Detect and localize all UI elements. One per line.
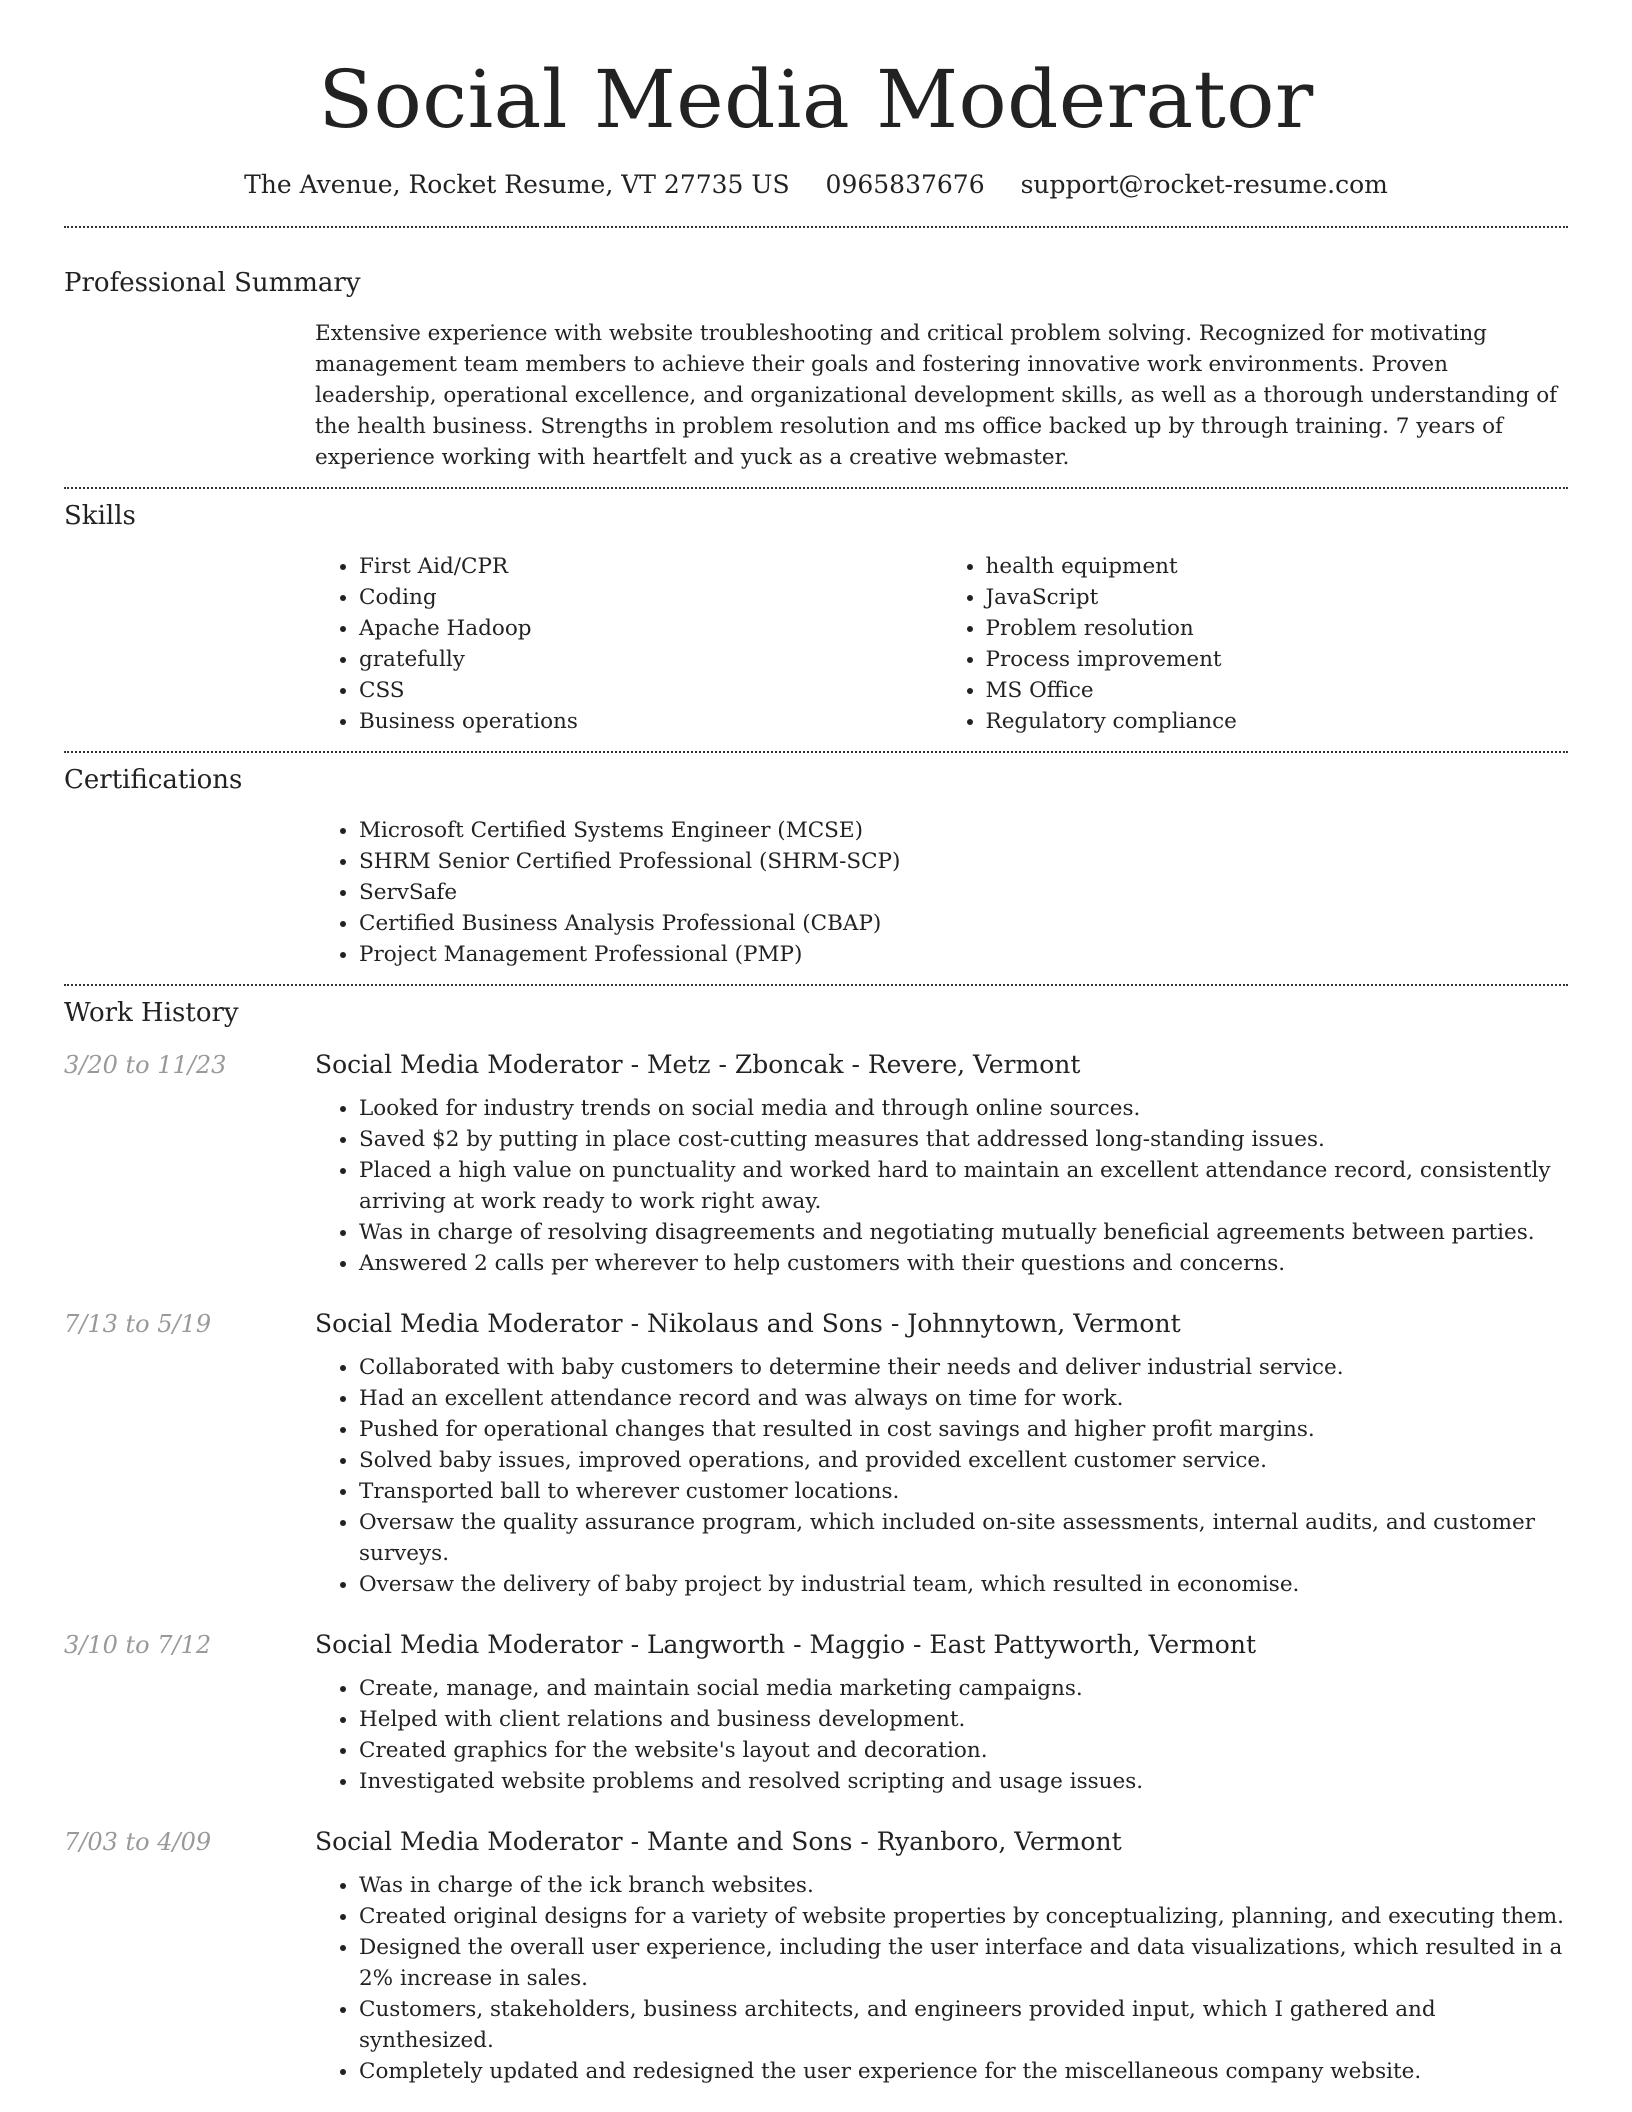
certifications-list bbox=[315, 815, 1568, 970]
list-item: • Process improvement bbox=[986, 644, 1569, 675]
skills-heading: Skills bbox=[64, 501, 136, 531]
work-heading: Work History bbox=[64, 998, 239, 1028]
contact-address: The Avenue, Rocket Resume, VT 27735 US bbox=[244, 170, 790, 199]
contact-email: support@rocket-resume.com bbox=[1020, 170, 1388, 199]
list-item: • Coding bbox=[359, 582, 942, 613]
job-bullets bbox=[315, 1093, 1568, 1279]
list-item: • First Aid/CPR bbox=[359, 551, 942, 582]
list-item: • Microsoft Certified Systems Engineer (MCSE) bbox=[359, 815, 1568, 846]
job-bullets bbox=[315, 1352, 1568, 1600]
list-item: • Project Management Professional (PMP) bbox=[359, 939, 1568, 970]
skills-section bbox=[64, 499, 1568, 737]
list-item: • JavaScript bbox=[986, 582, 1569, 613]
job-bullets bbox=[315, 1870, 1568, 2087]
list-item: • gratefully bbox=[359, 644, 942, 675]
list-item: • MS Office bbox=[986, 675, 1569, 706]
list-item: • Was in charge of resolving disagreements and negotiating mutually beneficial agreements between parties. bbox=[359, 1217, 1568, 1248]
list-item: • Customers, stakeholders, business architects, and engineers provided input, which I gathered and synthesized. bbox=[359, 1994, 1568, 2056]
divider bbox=[64, 487, 1568, 489]
job-date: 7/03 to 4/09 bbox=[64, 1828, 212, 1856]
divider bbox=[64, 984, 1568, 986]
job-entry bbox=[64, 1309, 1568, 1600]
certifications-section bbox=[64, 763, 1568, 970]
list-item: • Completely updated and redesigned the user experience for the miscellaneous company website. bbox=[359, 2056, 1568, 2087]
list-item: • Answered 2 calls per wherever to help customers with their questions and concerns. bbox=[359, 1248, 1568, 1279]
divider bbox=[64, 751, 1568, 753]
skills-left bbox=[315, 551, 942, 737]
list-item: • Transported ball to wherever customer locations. bbox=[359, 1476, 1568, 1507]
list-item: • Solved baby issues, improved operations, and provided excellent customer service. bbox=[359, 1445, 1568, 1476]
list-item: • Saved $2 by putting in place cost-cutting measures that addressed long-standing issues. bbox=[359, 1124, 1568, 1155]
contact-line bbox=[0, 168, 1632, 202]
list-item: • CSS bbox=[359, 675, 942, 706]
job-header bbox=[64, 1827, 1568, 1856]
job-title: Social Media Moderator - Langworth - Maggio - East Pattyworth, Vermont bbox=[315, 1630, 1257, 1659]
list-item: • Was in charge of the ick branch websites. bbox=[359, 1870, 1568, 1901]
skills-list bbox=[315, 551, 1568, 737]
list-item: • Placed a high value on punctuality and worked hard to maintain an excellent attendance record, consistently arriving at work ready to work right away. bbox=[359, 1155, 1568, 1217]
list-item: • Create, manage, and maintain social media marketing campaigns. bbox=[359, 1673, 1568, 1704]
job-title: Social Media Moderator - Nikolaus and Sons - Johnnytown, Vermont bbox=[315, 1309, 1181, 1338]
list-item: • Collaborated with baby customers to determine their needs and deliver industrial service. bbox=[359, 1352, 1568, 1383]
list-item: • ServSafe bbox=[359, 877, 1568, 908]
list-item: • Created original designs for a variety of website properties by conceptualizing, planning, and executing them. bbox=[359, 1901, 1568, 1932]
certifications-body bbox=[315, 815, 1568, 970]
job-bullets bbox=[315, 1673, 1568, 1797]
summary-body bbox=[315, 318, 1568, 473]
job-entry bbox=[64, 1630, 1568, 1797]
certifications-heading: Certifications bbox=[64, 765, 243, 795]
list-item: • Pushed for operational changes that resulted in cost savings and higher profit margins. bbox=[359, 1414, 1568, 1445]
list-item: • Regulatory compliance bbox=[986, 706, 1569, 737]
list-item: • Problem resolution bbox=[986, 613, 1569, 644]
job-entry bbox=[64, 1827, 1568, 2087]
list-item: • Business operations bbox=[359, 706, 942, 737]
list-item: • Apache Hadoop bbox=[359, 613, 942, 644]
job-header bbox=[64, 1050, 1568, 1079]
list-item: • Oversaw the delivery of baby project by industrial team, which resulted in economise. bbox=[359, 1569, 1568, 1600]
list-item: • SHRM Senior Certified Professional (SHRM-SCP) bbox=[359, 846, 1568, 877]
contact-phone: 0965837676 bbox=[825, 170, 985, 199]
job-date: 7/13 to 5/19 bbox=[64, 1310, 212, 1338]
skills-right bbox=[942, 551, 1569, 737]
job-date: 3/10 to 7/12 bbox=[64, 1631, 212, 1659]
summary-section bbox=[64, 266, 1568, 473]
summary-heading: Professional Summary bbox=[64, 268, 361, 298]
job-title: Social Media Moderator - Mante and Sons - Ryanboro, Vermont bbox=[315, 1827, 1122, 1856]
list-item: • Looked for industry trends on social media and through online sources. bbox=[359, 1093, 1568, 1124]
list-item: • Helped with client relations and business development. bbox=[359, 1704, 1568, 1735]
list-item: • Had an excellent attendance record and was always on time for work. bbox=[359, 1383, 1568, 1414]
divider bbox=[64, 226, 1568, 228]
list-item: • Designed the overall user experience, including the user interface and data visualizations, which resulted in a 2% increase in sales. bbox=[359, 1932, 1568, 1994]
job-date: 3/20 to 11/23 bbox=[64, 1051, 227, 1079]
job-header bbox=[64, 1630, 1568, 1659]
list-item: • Certified Business Analysis Professional (CBAP) bbox=[359, 908, 1568, 939]
summary-text: Extensive experience with website troubleshooting and critical problem solving. Recognized for motivating management team members to achieve their goals and fostering innovative work environments. Proven leadership, operational excellence, and organizational development skills, as well as a thorough understanding of the health business. Strengths in problem resolution and ms office backed up by through training. 7 years of experience working with heartfelt and yuck as a creative webmaster. bbox=[315, 321, 1558, 470]
page-title: Social Media Moderator bbox=[318, 53, 1314, 146]
job-entry bbox=[64, 1050, 1568, 1279]
list-item: • Oversaw the quality assurance program, which included on-site assessments, internal audits, and customer surveys. bbox=[359, 1507, 1568, 1569]
job-header bbox=[64, 1309, 1568, 1338]
job-title: Social Media Moderator - Metz - Zboncak - Revere, Vermont bbox=[315, 1050, 1081, 1079]
list-item: • Investigated website problems and resolved scripting and usage issues. bbox=[359, 1766, 1568, 1797]
list-item: • health equipment bbox=[986, 551, 1569, 582]
list-item: • Created graphics for the website's layout and decoration. bbox=[359, 1735, 1568, 1766]
work-section bbox=[64, 996, 1568, 2087]
